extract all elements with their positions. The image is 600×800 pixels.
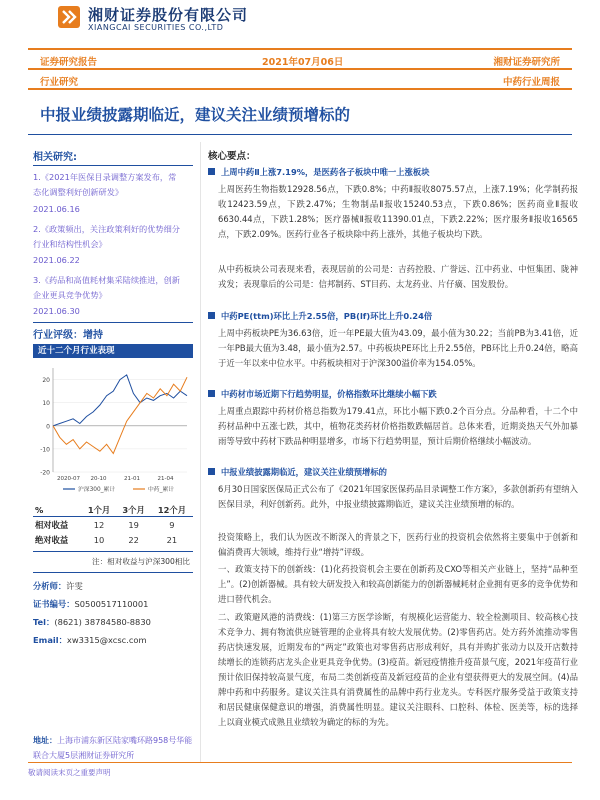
header-rule-top [28,48,572,50]
report-type: 中药行业周报 [502,77,560,88]
square-bullet-icon [208,390,215,397]
related-item[interactable]: 1.《2021年医保目录调整方案发布，常态化调整利好创新研发》 [33,172,177,197]
table-row [33,517,193,532]
table-header-cell: 1个月 [87,504,111,515]
table-cell: 21 [166,534,178,545]
x-tick-label: 21-01 [124,476,140,482]
x-tick-label: 20-10 [90,476,107,482]
table-note: 注：相对收益与沪深300相比 [92,557,191,566]
table-header-cell: 3个月 [122,504,145,515]
analyst-rule [33,572,193,573]
section-bullet: 中报业绩披露期临近，建议关注业绩预增标的 [208,466,576,478]
square-bullet-icon [208,168,215,175]
title-rule [28,134,572,135]
company-name-cn: 湘财证券股份有限公司 [88,6,249,24]
related-item[interactable]: 2.《政策频出，关注政策利好的优势细分行业和结构性机会》 [33,224,180,249]
column-divider [200,142,201,762]
y-tick-label: 20 [42,377,50,385]
rating-label: 行业评级： [33,330,83,341]
section-paragraph: 二、政策避风港的消费线：(1)第三方医学诊断，有规模化运营能力、较全检测项目、较高核心技术竞争力、拥有物流供应链管理的企业将具有较大发展优势。(2)零售药店。处方药外流推动零售药店快速发展，近期发布的“两定”政策也对零售药店形成利好，具有并购扩张动力以及开店数持续增长的连锁药店龙头企业更具竞争优势。(3)疫苗。新冠疫情推升疫苗景气度，2021年疫苗行业预计依旧保持较高景气度，布局二类创新疫苗及新冠疫苗的企业有望获得更大的发展空间。(4)品牌中药和中药服务。建议关注具有消费属性的品牌中药行业龙头。专科医疗服务受益于政策支持和居民健康保健意识的增强，消费属性明显。建议关注眼科、口腔科、体检、医美等，标的选择上以商业模式成熟且业绩较为确定的标的为先。 [218,612,578,727]
section-paragraph: 一、政策支持下的创新线：(1)化药投资机会主要在创新药及CXO等相关产业链上，坚持“品种至上”。(2)创新器械。具有较大研发投入和较高创新能力的创新器械耗材企业拥有更多的竞争优势和进口替代机会。 [218,564,578,604]
table-rule-1 [33,516,193,517]
related-item-date: 2021.06.16 [33,204,80,214]
y-tick-label: 0 [46,423,50,431]
table-header-cell: 12个月 [157,504,186,515]
analyst-address: 地址：上海市浦东新区陆家嘴环路958号华能联合大厦5层湘财证券研究所 [33,736,193,760]
performance-title: 近十二个月行业表现 [38,346,115,356]
section-paragraph: 6月30日国家医保局正式公布了《2021年国家医保药品目录调整工作方案》，多款创新药有望纳入医保目录，利好创新药。此外，中报业绩披露期临近，建议关注业绩预增的标的。 [218,484,578,509]
core-points-heading: 核心要点： [208,151,256,162]
footer-rule [28,762,572,763]
section-paragraph: 上周中药板块PE为36.63倍，近一年PE最大值为43.09，最小值为30.22；当前PB为3.41倍，近一年PB最大值为3.48，最小值为2.57。中药板块PE环比上升2.55倍，PB环比上升0.24倍，略高于近一年以来中位水平。中药板块相对于沪深300溢价率为154.05%。 [218,328,578,368]
rating-value: 增持 [83,330,103,341]
section-bullet: 中药材市场近期下行趋势明显，价格指数环比继续小幅下跌 [208,388,576,400]
header-rule-mid [28,68,572,70]
y-tick-label: 10 [42,400,50,408]
table-cell: 22 [128,534,139,545]
square-bullet-icon [208,312,215,319]
x-tick-label: 2020-07 [57,476,80,482]
table-header-cell: % [35,504,44,515]
performance-table [33,502,193,547]
section-paragraph: 上周医药生物指数12928.56点，下跌0.8%；中药Ⅱ报收8075.57点，上涨7.19%；化学制药报收12423.59点，下跌2.47%；生物制品Ⅱ报收15240.53点，下跌0.86%；医药商业Ⅱ报收6630.44点，下跌1.28%；医疗器械Ⅱ报收11390.01点，下跌2.22%；医疗服务Ⅱ报收16565点，下跌2.09%。医药行业各子板块除中药上涨外，其他子板块均下跌。 [218,184,578,239]
related-item[interactable]: 3.《药品和高值耗材集采陆续推进，创新企业更具竞争优势》 [33,275,180,300]
performance-chart [33,360,193,498]
report-kind: 证券研究报告 [40,57,98,68]
section-paragraph: 投资策略上，我们认为医改不断深入的背景之下，医药行业的投资机会依然将主要集中于创新和偏消费再大领域，维持行业“增持”评级。 [218,532,578,557]
analyst-tel: Tel：(8621) 38784580-8830 [33,617,151,627]
analyst-name: 分析师：许雯 [33,581,83,591]
section-paragraph: 上周重点跟踪中药材价格总指数为179.41点，环比小幅下跌0.2个百分点。分品种看，十二个中药材品种中五涨七跌，其中，植物花类药材价格指数跌幅居首。总体来看，近期炎热天气外加暴雨等导致中药材下跌品种明显增多，市场下行趋势明显，预计后期价格继续小幅波动。 [218,406,578,446]
industry-rating [33,326,103,341]
legend-label: 中药_累计 [148,487,175,493]
table-row [33,532,193,547]
section-bullet: 上周中药Ⅱ上涨7.19%，是医药各子板块中唯一上涨板块 [208,166,576,178]
y-tick-label: -20 [40,469,50,477]
company-logo-icon [56,4,82,30]
table-cell: 19 [128,519,139,530]
analyst-email[interactable]: Email：xw3315@xcsc.com [33,635,147,645]
related-research-heading: 相关研究: [33,152,77,163]
section-paragraph: 从中药板块公司表现来看，表现居前的公司是：吉药控股、广誉远、江中药业、中恒集团、陇神戎发；表现靠后的公司是：信邦制药、ST目药、太龙药业、片仔癀、国发股份。 [218,264,578,289]
related-item-date: 2021.06.22 [33,255,80,265]
y-tick-label: -10 [40,446,50,454]
report-category: 行业研究 [40,77,79,88]
report-date: 2021年07月06日 [262,57,344,68]
square-bullet-icon [208,468,215,475]
table-header-row [33,502,193,517]
table-cell: 10 [93,534,105,545]
header-rule-bottom [28,88,572,90]
report-title: 中报业绩披露期临近，建议关注业绩预增标的 [40,106,351,124]
footer-disclaimer[interactable]: 敬请阅读末页之重要声明 [28,768,111,777]
legend-label: 沪深300_累计 [78,487,116,493]
table-row-label: 相对收益 [35,519,69,530]
related-rule [33,165,193,166]
table-cell: 9 [169,519,175,530]
analyst-cert: 证书编号：S0500517110001 [33,599,149,609]
table-row-label: 绝对收益 [35,534,69,545]
performance-title-bar [33,344,193,358]
table-cell: 12 [93,519,105,530]
company-name-en: XIANGCAI SECURITIES CO.,LTD [88,23,224,32]
table-rule-2 [33,551,193,552]
institute-name: 湘财证券研究所 [493,57,560,68]
section-bullet: 中药PE(ttm)环比上升2.55倍，PB(lf)环比上升0.24倍 [208,310,576,322]
series-line [53,375,187,426]
related-item-date: 2021.06.30 [33,306,80,316]
x-tick-label: 21-04 [157,476,174,482]
series-line [53,377,187,453]
rating-rule-top [33,322,193,323]
